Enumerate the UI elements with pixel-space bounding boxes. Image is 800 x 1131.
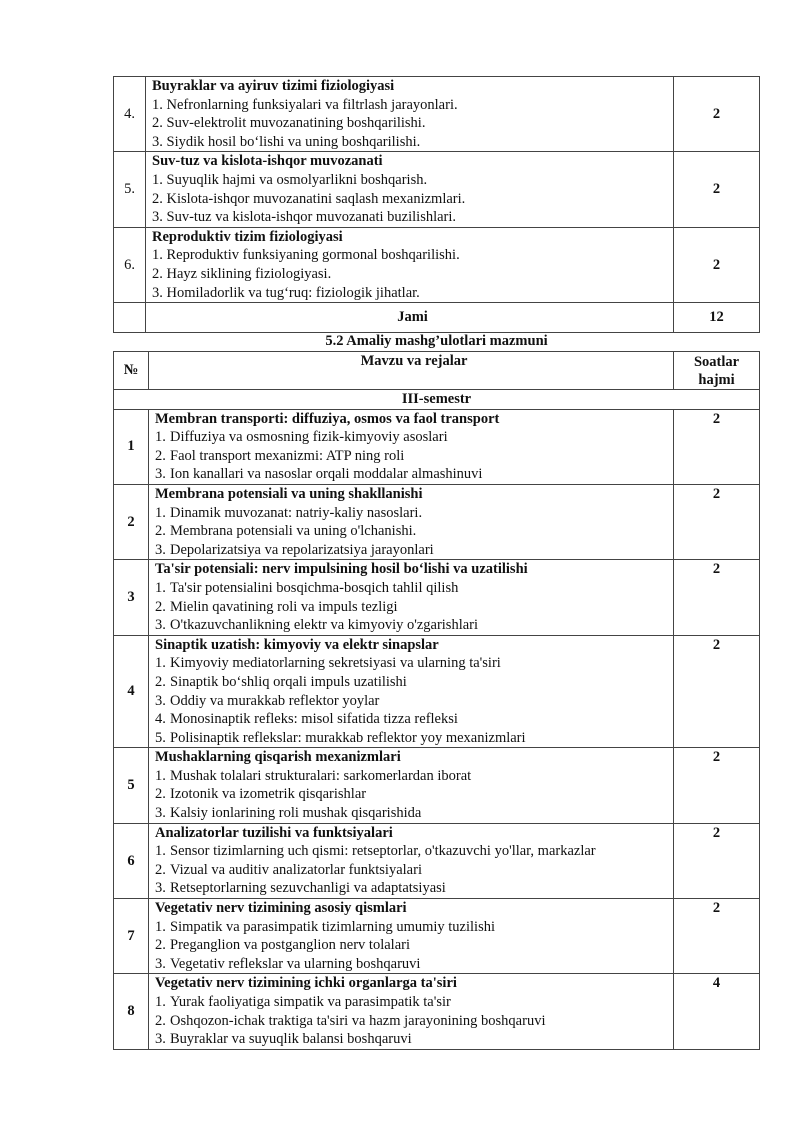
topic-list: [155, 504, 673, 560]
empty-cell: [114, 303, 146, 333]
header-hours-line1: Soatlar: [693, 353, 740, 370]
item-text: Sinaptik bo‘shliq orqali impuls uzatilishi: [170, 673, 407, 690]
topic-title: Analizatorlar tuzilishi va funktsiyalari: [155, 824, 393, 841]
list-item: [155, 428, 673, 447]
item-text: Membrana potensiali va uning o'lchanishi.: [170, 523, 417, 540]
topic-item: 3. Homiladorlik va tug‘ruq: fiziologik jihatlar.: [152, 284, 420, 301]
item-number: 2.: [155, 786, 166, 803]
topic-title: Mushaklarning qisqarish mexanizmlari: [155, 749, 401, 766]
total-row: [114, 303, 760, 333]
item-number: 2.: [155, 937, 166, 954]
item-number: 3.: [155, 466, 166, 483]
row-number: 7: [114, 899, 149, 974]
topic-list: [155, 842, 673, 898]
topic-title: Suv-tuz va kislota-ishqor muvozanati: [152, 153, 383, 170]
topic-title: Membrana potensiali va uning shakllanishi: [155, 485, 423, 502]
item-number: 1.: [155, 843, 166, 860]
table-row: [114, 823, 760, 898]
topic-list: [155, 918, 673, 974]
item-text: Mushak tolalari strukturalari: sarkomerlardan iborat: [170, 767, 472, 784]
item-number: 5.: [155, 729, 166, 746]
item-number: 3.: [155, 880, 166, 897]
topic-list: [155, 993, 673, 1049]
hours-cell: 2: [674, 635, 760, 748]
item-text: Sensor tizimlarning uch qismi: retseptorlar, o'tkazuvchi yo'llar, markazlar: [170, 843, 596, 860]
table-row: [114, 748, 760, 823]
item-number: 3.: [155, 1031, 166, 1048]
hours-cell: 2: [674, 484, 760, 559]
list-item: [155, 710, 673, 729]
topic-title: Sinaptik uzatish: kimyoviy va elektr sinapslar: [155, 636, 439, 653]
topic-item: 3. Siydik hosil bo‘lishi va uning boshqarilishi.: [152, 133, 421, 150]
topic-cell: [149, 899, 674, 974]
item-number: 1.: [155, 994, 166, 1010]
list-item: [155, 692, 673, 711]
item-text: Dinamik muvozanat: natriy-kaliy nasoslari.: [170, 504, 423, 521]
table-row: [114, 974, 760, 1049]
row-number: 3: [114, 560, 149, 635]
semester-label: III-semestr: [114, 390, 760, 410]
table-row: [114, 227, 760, 302]
item-text: Vizual va auditiv analizatorlar funktsiyalari: [170, 861, 422, 878]
header-row: [114, 352, 760, 390]
item-number: 2.: [155, 523, 166, 540]
topic-cell: [146, 152, 674, 227]
topic-cell: [146, 77, 674, 152]
topic-title: Vegetativ nerv tizimining asosiy qismlari: [155, 900, 407, 917]
item-number: 1.: [155, 767, 166, 784]
list-item: [155, 673, 673, 692]
topic-list: [155, 767, 673, 823]
item-number: 2.: [155, 447, 166, 464]
topic-title: Buyraklar va ayiruv tizimi fiziologiyasi: [152, 78, 395, 94]
hours-cell: 2: [674, 227, 760, 302]
topic-cell: [149, 409, 674, 484]
item-number: 3.: [155, 692, 166, 709]
item-number: 2.: [155, 1012, 166, 1029]
topic-cell: [149, 635, 674, 748]
topic-item: 3. Suv-tuz va kislota-ishqor muvozanati buzilishlari.: [152, 209, 457, 226]
list-item: [155, 861, 673, 880]
section-caption: 5.2 Amaliy mashg’ulotlari mazmuni: [325, 333, 548, 349]
topic-item: 1. Nefronlarning funksiyalari va filtrlash jarayonlari.: [152, 96, 458, 113]
item-number: 1.: [155, 918, 166, 935]
table-row: [114, 484, 760, 559]
item-number: 3.: [155, 805, 166, 822]
item-text: Retseptorlarning sezuvchanligi va adaptatsiyasi: [170, 880, 446, 897]
topic-cell: [149, 484, 674, 559]
list-item: [155, 504, 673, 523]
topic-title: Membran transporti: diffuziya, osmos va faol transport: [155, 410, 500, 427]
list-item: [155, 541, 673, 560]
list-item: [155, 936, 673, 955]
row-number: 1: [114, 409, 149, 484]
total-label: Jami: [146, 303, 674, 333]
item-text: Depolarizatsiya va repolarizatsiya jarayonlari: [170, 541, 434, 558]
row-number: 4: [114, 635, 149, 748]
table-row: [114, 560, 760, 635]
item-text: Kalsiy ionlarining roli mushak qisqarishida: [170, 805, 422, 822]
topic-item: 2. Kislota-ishqor muvozanatini saqlash mexanizmlari.: [152, 190, 466, 207]
topic-cell: [149, 748, 674, 823]
item-number: 3.: [155, 617, 166, 634]
row-number: 5.: [114, 152, 146, 227]
lecture-table: [113, 76, 760, 333]
item-number: 1.: [155, 655, 166, 672]
hours-cell: 2: [674, 409, 760, 484]
list-item: [155, 447, 673, 466]
item-number: 2.: [155, 598, 166, 615]
row-number: 8: [114, 974, 149, 1049]
item-number: 2.: [155, 673, 166, 690]
topic-item: 1. Suyuqlik hajmi va osmolyarlikni boshqarish.: [152, 171, 428, 188]
row-number: 2: [114, 484, 149, 559]
list-item: [155, 767, 673, 786]
hours-cell: 4: [674, 974, 760, 1049]
list-item: [155, 918, 673, 937]
row-number: 5: [114, 748, 149, 823]
topic-item: 1. Reproduktiv funksiyaning gormonal boshqarilishi.: [152, 247, 460, 264]
topic-item: 2. Hayz siklining fiziologiyasi.: [152, 265, 332, 282]
hours-cell: 2: [674, 823, 760, 898]
semester-row: [114, 390, 760, 410]
hours-cell: 2: [674, 748, 760, 823]
topic-cell: [149, 560, 674, 635]
item-number: 3.: [155, 955, 166, 972]
item-number: 1.: [155, 429, 166, 446]
topic-cell: [146, 227, 674, 302]
table-row: [114, 77, 760, 152]
list-item: [155, 598, 673, 617]
header-hours: [674, 352, 760, 390]
item-number: 3.: [155, 541, 166, 558]
item-text: Monosinaptik refleks: misol sifatida tizza refleksi: [170, 711, 458, 728]
total-value: 12: [674, 303, 760, 333]
list-item: [155, 785, 673, 804]
header-hours-line2: hajmi: [698, 371, 735, 388]
item-text: Mielin qavatining roli va impuls tezligi: [170, 598, 398, 615]
item-text: Izotonik va izometrik qisqarishlar: [170, 786, 367, 803]
item-text: Faol transport mexanizmi: ATP ning roli: [170, 447, 405, 464]
hours-cell: 2: [674, 77, 760, 152]
list-item: [155, 579, 673, 598]
item-text: Ta'sir potensialini bosqichma-bosqich tahlil qilish: [170, 579, 459, 596]
list-item: [155, 654, 673, 673]
item-number: 4.: [155, 711, 166, 728]
table-row: [114, 899, 760, 974]
item-text: Ion kanallari va nasoslar orqali moddalar almashinuvi: [170, 466, 483, 483]
topic-cell: [149, 974, 674, 1049]
item-text: Oshqozon-ichak traktiga ta'siri va hazm jarayonining boshqaruvi: [170, 1012, 546, 1029]
table-row: [114, 152, 760, 227]
topic-cell: [149, 823, 674, 898]
topic-title: Vegetativ nerv tizimining ichki organlarga ta'siri: [155, 975, 457, 992]
item-text: Polisinaptik reflekslar: murakkab reflektor yoy mexanizmlari: [170, 729, 526, 746]
item-text: Diffuziya va osmosning fizik-kimyoviy asoslari: [170, 429, 448, 446]
list-item: [155, 1030, 673, 1049]
item-text: Simpatik va parasimpatik tizimlarning umumiy tuzilishi: [170, 918, 495, 935]
topic-list: [155, 428, 673, 484]
header-topic: Mavzu va rejalar: [149, 352, 674, 390]
item-text: Preganglion va postganglion nerv tolalari: [170, 937, 411, 954]
topic-list: [155, 579, 673, 635]
list-item: [155, 842, 673, 861]
list-item: [155, 993, 673, 1012]
item-text: Yurak faoliyatiga simpatik va parasimpatik ta'sir: [170, 994, 451, 1010]
row-number: 6: [114, 823, 149, 898]
list-item: [155, 729, 673, 748]
item-text: Kimyoviy mediatorlarning sekretsiyasi va ularning ta'siri: [170, 655, 501, 672]
practical-table: [113, 351, 760, 1050]
list-item: [155, 804, 673, 823]
topic-list: [155, 654, 673, 747]
hours-cell: 2: [674, 560, 760, 635]
topic-item: 2. Suv-elektrolit muvozanatining boshqarilishi.: [152, 115, 426, 132]
list-item: [155, 616, 673, 635]
list-item: [155, 879, 673, 898]
hours-cell: 2: [674, 152, 760, 227]
list-item: [155, 522, 673, 541]
table-row: [114, 409, 760, 484]
item-number: 1.: [155, 579, 166, 596]
table-row: [114, 635, 760, 748]
item-text: O'tkazuvchanlikning elektr va kimyoviy o'zgarishlari: [170, 617, 479, 634]
row-number: 6.: [114, 227, 146, 302]
row-number: 4.: [114, 77, 146, 152]
hours-cell: 2: [674, 899, 760, 974]
item-number: 1.: [155, 504, 166, 521]
header-num: №: [114, 352, 149, 390]
list-item: [155, 955, 673, 974]
item-text: Oddiy va murakkab reflektor yoylar: [170, 692, 380, 709]
topic-title: Reproduktiv tizim fiziologiyasi: [152, 228, 343, 245]
list-item: [155, 1012, 673, 1031]
list-item: [155, 465, 673, 484]
item-number: 2.: [155, 861, 166, 878]
item-text: Buyraklar va suyuqlik balansi boshqaruvi: [170, 1031, 412, 1048]
item-text: Vegetativ reflekslar va ularning boshqaruvi: [170, 955, 421, 972]
topic-title: Ta'sir potensiali: nerv impulsining hosil bo‘lishi va uzatilishi: [155, 561, 528, 578]
